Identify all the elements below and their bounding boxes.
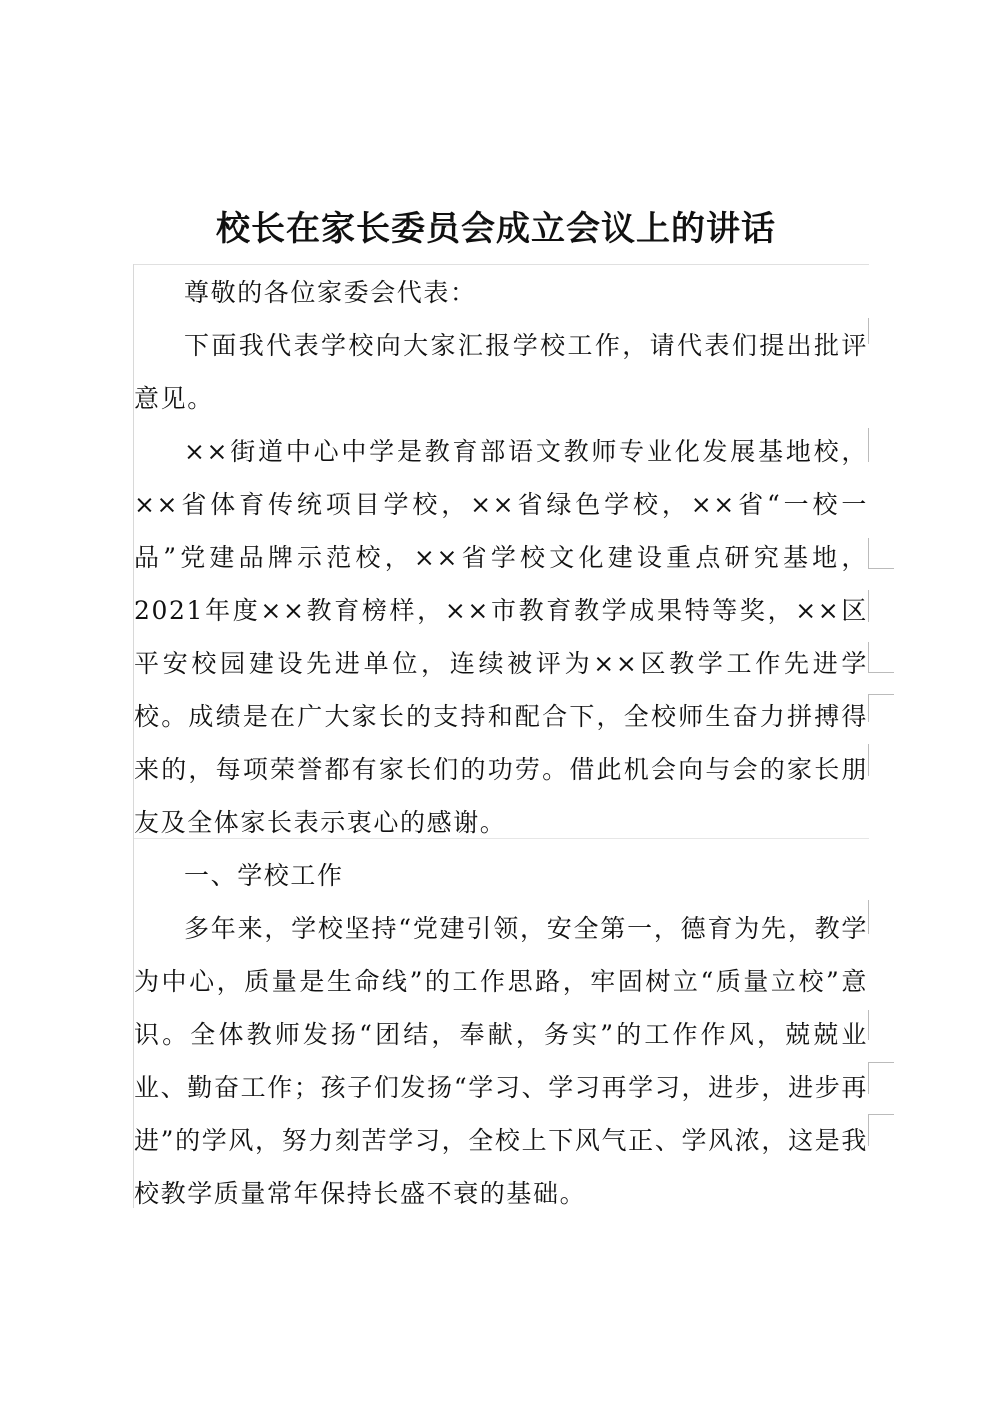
document-body (134, 266, 868, 1220)
section-heading: 一、学校工作 (184, 861, 344, 890)
margin-mark (868, 1114, 869, 1146)
frame-top-border (134, 264, 869, 265)
margin-mark (868, 672, 894, 673)
margin-mark (868, 1010, 869, 1040)
margin-mark (868, 568, 894, 569)
margin-mark (868, 900, 869, 934)
margin-mark (868, 1062, 894, 1063)
margin-mark (868, 590, 869, 622)
salutation: 尊敬的各位家委会代表： (184, 278, 477, 307)
margin-mark (868, 694, 869, 722)
margin-mark (868, 538, 869, 568)
paragraph: ××街道中心中学是教育部语文教师专业化发展基地校，××省体育传统项目学校，××省绿色学校，××省“一校一品”党建品牌示范校，××省学校文化建设重点研究基地，2021年度××教育榜样，××市教育教学成果特等奖，××区平安校园建设先进单位，连续被评为××区教学工作先进学校。成绩是在广大家长的支持和配合下，全校师生奋力拼搏得来的，每项荣誉都有家长们的功劳。借此机会向与会的家长朋友及全体家长表示衷心的感谢。 (134, 437, 868, 837)
margin-mark (868, 744, 869, 776)
margin-mark (868, 318, 869, 344)
paragraph: 多年来，学校坚持“党建引领，安全第一，德育为先，教学为中心，质量是生命线”的工作思路，牢固树立“质量立校”意识。全体教师发扬“团结，奉献，务实”的工作作风，兢兢业业、勤奋工作；孩子们发扬“学习、学习再学习，进步，进步再进”的学风，努力刻苦学习，全校上下风气正、学风浓，这是我校教学质量常年保持长盛不衰的基础。 (134, 914, 868, 1208)
margin-mark (868, 694, 894, 695)
margin-mark (868, 428, 869, 462)
paragraph: 下面我代表学校向大家汇报学校工作，请代表们提出批评意见。 (134, 331, 868, 413)
margin-mark (868, 1114, 894, 1115)
margin-mark (868, 1062, 869, 1094)
document-title: 校长在家长委员会成立会议上的讲话 (216, 208, 776, 249)
margin-mark (868, 642, 869, 672)
